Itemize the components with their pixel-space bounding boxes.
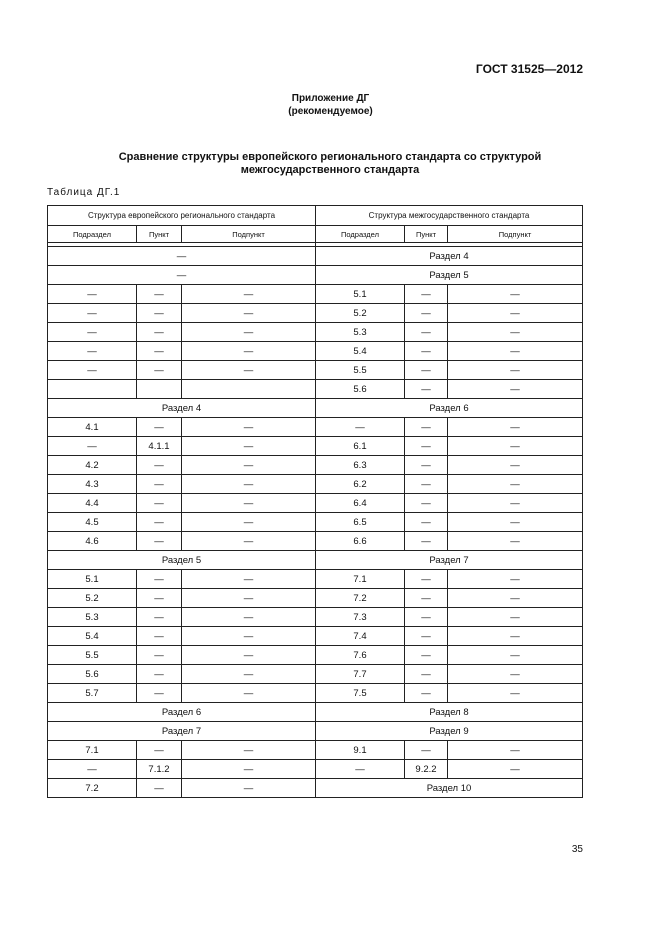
- table-cell-right: 5.4: [316, 342, 405, 361]
- section-cell-left: Раздел 5: [48, 551, 316, 570]
- section-cell-right: Раздел 10: [316, 779, 583, 798]
- table-cell-left: —: [182, 532, 316, 551]
- table-row: [48, 361, 583, 380]
- table-cell-right: 5.5: [316, 361, 405, 380]
- table-cell-right: —: [448, 684, 583, 703]
- table-row: [48, 589, 583, 608]
- table-cell-left: —: [137, 513, 182, 532]
- table-cell-left: 4.1: [48, 418, 137, 437]
- table-row: [48, 437, 583, 456]
- table-row: [48, 684, 583, 703]
- table-cell-left: —: [137, 323, 182, 342]
- table-cell-left: —: [137, 361, 182, 380]
- table-cell-left: [48, 380, 137, 399]
- table-row: [48, 665, 583, 684]
- table-cell-right: —: [448, 361, 583, 380]
- table-cell-right: 9.1: [316, 741, 405, 760]
- table-cell-right: 7.4: [316, 627, 405, 646]
- table-row: [48, 418, 583, 437]
- table-cell-right: —: [448, 646, 583, 665]
- section-cell-left: Раздел 6: [48, 703, 316, 722]
- table-cell-right: 7.6: [316, 646, 405, 665]
- table-cell-left: 4.3: [48, 475, 137, 494]
- group-header-interstate: Структура межгосударственного стандарта: [316, 206, 583, 226]
- table-row: [48, 779, 583, 798]
- table-cell-right: —: [448, 532, 583, 551]
- table-cell-left: 7.1.2: [137, 760, 182, 779]
- table-cell-right: —: [448, 456, 583, 475]
- table-cell-left: 4.4: [48, 494, 137, 513]
- table-cell-left: —: [182, 608, 316, 627]
- table-row: [48, 323, 583, 342]
- table-cell-left: —: [48, 323, 137, 342]
- column-header-row: [48, 226, 583, 243]
- section-title: [60, 151, 600, 177]
- table-cell-right: —: [448, 589, 583, 608]
- table-cell-right: 6.3: [316, 456, 405, 475]
- table-cell-left: 7.2: [48, 779, 137, 798]
- table-cell-right: —: [405, 285, 448, 304]
- table-row: [48, 722, 583, 741]
- table-cell-left: —: [137, 494, 182, 513]
- table-cell-right: —: [448, 608, 583, 627]
- table-cell-right: —: [448, 304, 583, 323]
- table-cell-left: —: [182, 361, 316, 380]
- table-row: [48, 304, 583, 323]
- table-cell-right: 7.7: [316, 665, 405, 684]
- table-cell-right: —: [448, 494, 583, 513]
- table-cell-left: 7.1: [48, 741, 137, 760]
- table-cell-left: —: [182, 513, 316, 532]
- table-cell-left: —: [137, 475, 182, 494]
- document-code: ГОСТ 31525—2012: [475, 62, 583, 76]
- table-cell-left: —: [48, 342, 137, 361]
- table-row: [48, 475, 583, 494]
- table-cell-left: —: [137, 532, 182, 551]
- table-row: [48, 456, 583, 475]
- table-cell-left: —: [182, 665, 316, 684]
- table-cell-left: —: [137, 779, 182, 798]
- table-cell-right: 6.2: [316, 475, 405, 494]
- table-cell-right: —: [448, 570, 583, 589]
- table-cell-left: —: [182, 646, 316, 665]
- table-cell-right: —: [405, 589, 448, 608]
- table-row: [48, 494, 583, 513]
- section-cell-right: Раздел 7: [316, 551, 583, 570]
- table-cell-left: 4.1.1: [137, 437, 182, 456]
- table-cell-left: [137, 380, 182, 399]
- table-cell-right: —: [316, 418, 405, 437]
- table-cell-left: —: [182, 342, 316, 361]
- column-header: Пункт: [137, 226, 182, 243]
- section-cell-right: Раздел 6: [316, 399, 583, 418]
- column-header: Пункт: [405, 226, 448, 243]
- table-cell-right: —: [405, 456, 448, 475]
- appendix-heading: [0, 92, 661, 118]
- table-row: [48, 551, 583, 570]
- table-cell-right: —: [405, 646, 448, 665]
- table-cell-right: 5.1: [316, 285, 405, 304]
- table-cell-left: —: [48, 760, 137, 779]
- table-cell-right: —: [448, 342, 583, 361]
- table-cell-left: —: [137, 684, 182, 703]
- section-cell-right: Раздел 9: [316, 722, 583, 741]
- table-cell-right: —: [405, 741, 448, 760]
- table-cell-right: 9.2.2: [405, 760, 448, 779]
- table-cell-right: —: [405, 532, 448, 551]
- table-cell-left: —: [182, 741, 316, 760]
- table-row: [48, 627, 583, 646]
- table-cell-right: 5.2: [316, 304, 405, 323]
- table-cell-left: —: [48, 437, 137, 456]
- table-cell-left: 4.6: [48, 532, 137, 551]
- table-cell-right: 7.3: [316, 608, 405, 627]
- section-title-line2: межгосударственного стандарта: [240, 164, 420, 176]
- table-cell-right: —: [405, 513, 448, 532]
- table-cell-left: 5.1: [48, 570, 137, 589]
- table-cell-right: —: [448, 513, 583, 532]
- table-cell-left: —: [182, 418, 316, 437]
- table-cell-right: —: [405, 665, 448, 684]
- table-cell-left: 4.5: [48, 513, 137, 532]
- table-cell-left: —: [182, 304, 316, 323]
- table-cell-right: —: [405, 494, 448, 513]
- table-cell-right: —: [316, 760, 405, 779]
- table-row: [48, 513, 583, 532]
- table-cell-left: —: [182, 684, 316, 703]
- table-row: [48, 532, 583, 551]
- table-cell-left: —: [182, 589, 316, 608]
- table-cell-left: —: [182, 456, 316, 475]
- table-cell-left: —: [137, 646, 182, 665]
- table-row: [48, 570, 583, 589]
- table-cell-right: —: [405, 380, 448, 399]
- table-cell-left: —: [137, 570, 182, 589]
- table-cell-right: 5.3: [316, 323, 405, 342]
- group-header-european: Структура европейского регионального стандарта: [48, 206, 316, 226]
- table-cell-left: —: [182, 437, 316, 456]
- table-row: [48, 266, 583, 285]
- table-cell-right: —: [448, 323, 583, 342]
- table-cell-left: 5.6: [48, 665, 137, 684]
- column-header: Подпункт: [182, 226, 316, 243]
- table-cell-right: —: [448, 437, 583, 456]
- group-header-row: [48, 206, 583, 226]
- table-cell-left: —: [137, 665, 182, 684]
- table-cell-left: —: [182, 475, 316, 494]
- appendix-title: Приложение ДГ: [291, 93, 370, 104]
- table-cell-left: —: [48, 304, 137, 323]
- table-cell-left: —: [137, 285, 182, 304]
- table-cell-right: —: [448, 418, 583, 437]
- table-cell-left: —: [182, 285, 316, 304]
- table-cell-left: —: [48, 285, 137, 304]
- table-cell-right: —: [405, 323, 448, 342]
- table-cell-right: —: [405, 608, 448, 627]
- table-cell-right: 5.6: [316, 380, 405, 399]
- table-cell-left: —: [182, 323, 316, 342]
- table-cell-left: —: [137, 456, 182, 475]
- table-cell-left: —: [182, 494, 316, 513]
- table-cell-left: —: [137, 589, 182, 608]
- table-cell-left: 4.2: [48, 456, 137, 475]
- table-row: [48, 760, 583, 779]
- table-cell-left: —: [137, 627, 182, 646]
- table-row: [48, 703, 583, 722]
- table-cell-right: 6.1: [316, 437, 405, 456]
- column-header: Подпункт: [448, 226, 583, 243]
- table-cell-left: —: [137, 304, 182, 323]
- table-cell-left: [182, 380, 316, 399]
- table-cell-left: —: [137, 608, 182, 627]
- table-row: [48, 247, 583, 266]
- table-cell-left: —: [137, 741, 182, 760]
- table-cell-right: —: [405, 304, 448, 323]
- table-cell-right: 6.4: [316, 494, 405, 513]
- section-cell-left: —: [48, 266, 316, 285]
- table-cell-left: —: [182, 570, 316, 589]
- column-header: Подраздел: [316, 226, 405, 243]
- table-cell-right: —: [405, 342, 448, 361]
- table-cell-right: —: [448, 665, 583, 684]
- table-cell-right: —: [405, 627, 448, 646]
- table-cell-left: 5.3: [48, 608, 137, 627]
- section-title-line1: Сравнение структуры европейского регионального стандарта со структурой: [118, 151, 542, 163]
- table-row: [48, 741, 583, 760]
- table-cell-left: 5.2: [48, 589, 137, 608]
- table-row: [48, 646, 583, 665]
- table-cell-left: —: [137, 418, 182, 437]
- page-number: 35: [571, 844, 583, 855]
- table-cell-right: 6.5: [316, 513, 405, 532]
- table-row: [48, 399, 583, 418]
- table-cell-right: —: [448, 475, 583, 494]
- table-row: [48, 342, 583, 361]
- table-cell-right: —: [405, 418, 448, 437]
- table-row: [48, 380, 583, 399]
- table-cell-left: 5.7: [48, 684, 137, 703]
- table-cell-right: —: [448, 760, 583, 779]
- section-cell-left: Раздел 4: [48, 399, 316, 418]
- table-cell-left: 5.4: [48, 627, 137, 646]
- table-cell-right: —: [448, 627, 583, 646]
- table-cell-right: —: [405, 475, 448, 494]
- table-row: [48, 285, 583, 304]
- table-cell-right: 7.1: [316, 570, 405, 589]
- table-cell-right: —: [448, 380, 583, 399]
- table-cell-left: —: [182, 760, 316, 779]
- table-cell-right: —: [405, 684, 448, 703]
- table-cell-left: 5.5: [48, 646, 137, 665]
- table-cell-left: —: [182, 779, 316, 798]
- table-cell-right: —: [405, 437, 448, 456]
- comparison-table: [47, 205, 583, 798]
- table-row: [48, 608, 583, 627]
- section-cell-left: —: [48, 247, 316, 266]
- section-cell-left: Раздел 7: [48, 722, 316, 741]
- table-cell-right: —: [405, 570, 448, 589]
- section-cell-right: Раздел 5: [316, 266, 583, 285]
- section-cell-right: Раздел 4: [316, 247, 583, 266]
- table-caption: Таблица ДГ.1: [47, 187, 121, 198]
- table-cell-right: —: [448, 741, 583, 760]
- table-cell-left: —: [48, 361, 137, 380]
- table-cell-right: 7.5: [316, 684, 405, 703]
- column-header: Подраздел: [48, 226, 137, 243]
- table-cell-right: 7.2: [316, 589, 405, 608]
- table-cell-right: 6.6: [316, 532, 405, 551]
- appendix-subtitle: (рекомендуемое): [288, 106, 373, 117]
- table-cell-right: —: [448, 285, 583, 304]
- table-cell-left: —: [182, 627, 316, 646]
- table-cell-left: —: [137, 342, 182, 361]
- table-cell-right: —: [405, 361, 448, 380]
- section-cell-right: Раздел 8: [316, 703, 583, 722]
